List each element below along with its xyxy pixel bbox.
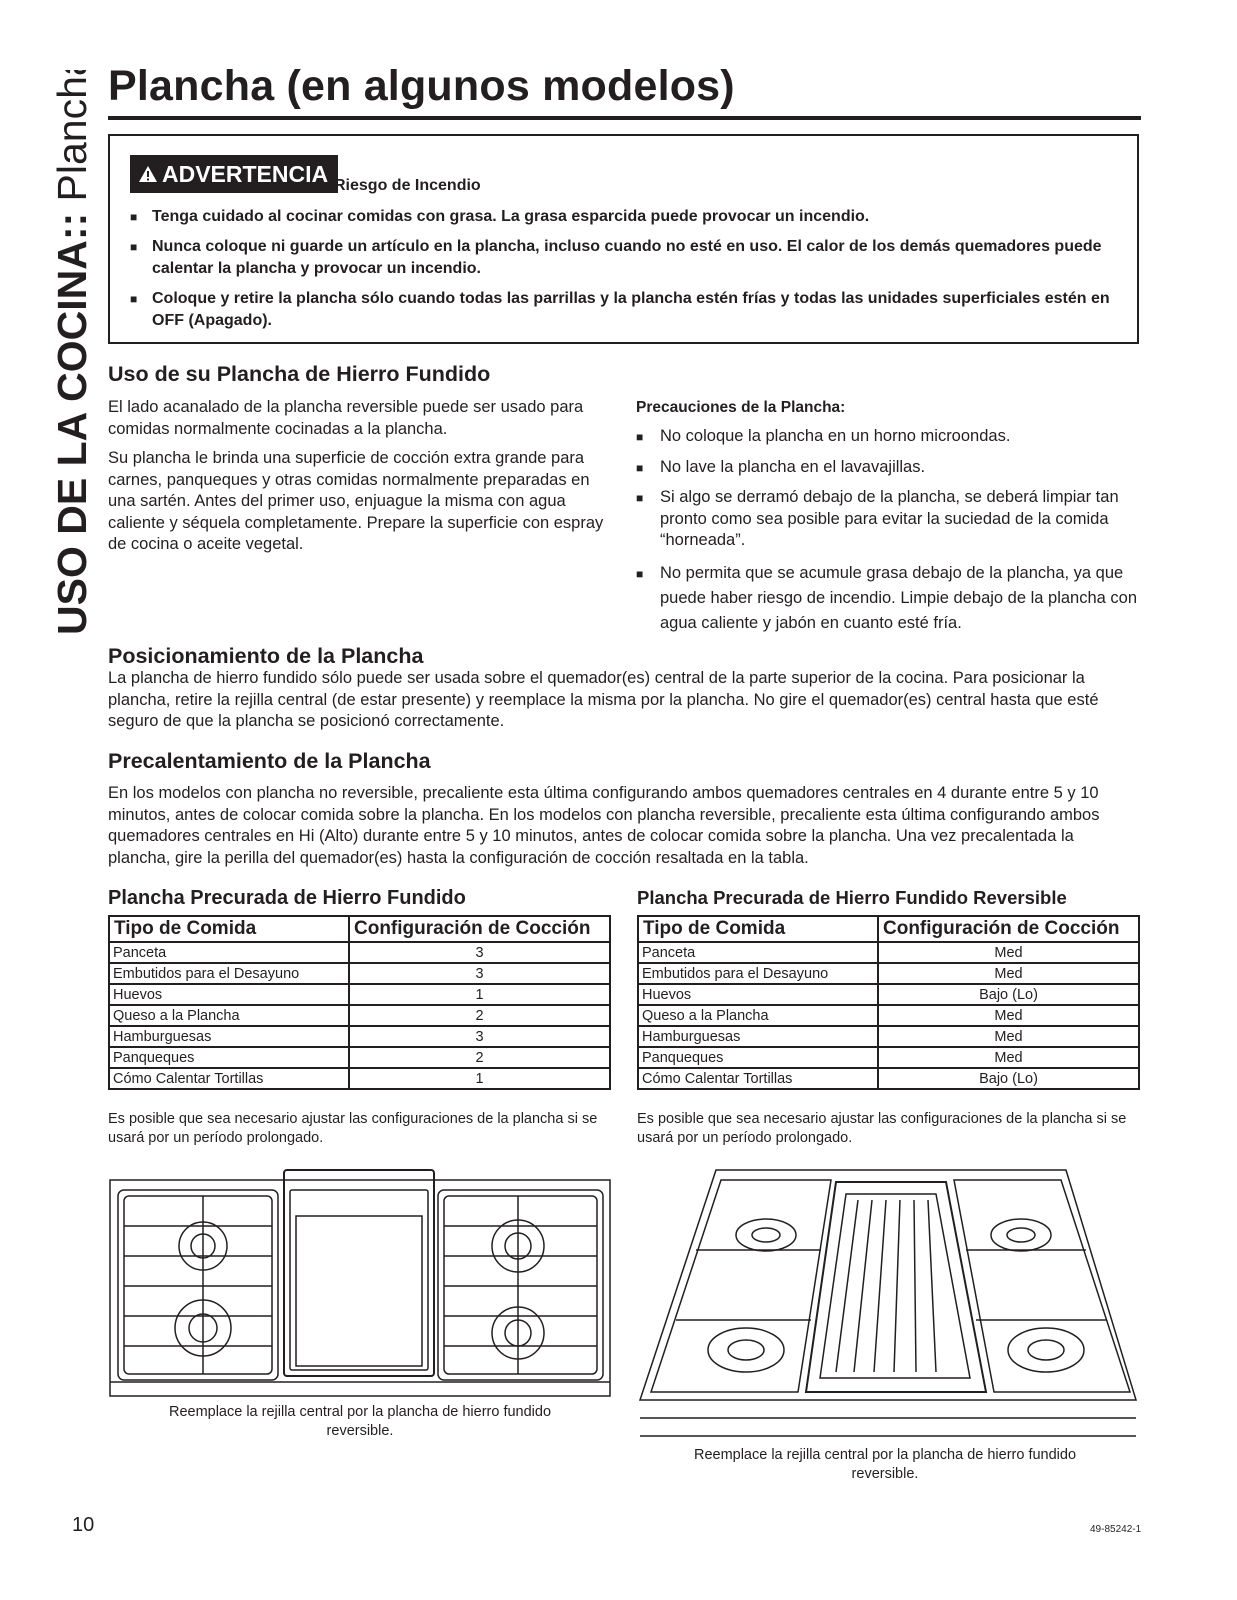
table-row [109,1047,610,1068]
setting-cell: 3 [349,942,610,963]
table-left-note: Es posible que sea necesario ajustar las configuraciones de la plancha si se usará por un período prolongado. [108,1111,598,1146]
precaucion-item: ■ No permita que se acumule grasa debajo de la plancha, ya que puede haber riesgo de incendio. Limpie debajo de la plancha con agua caliente y jabón en cuanto esté fría. [636,561,1146,636]
setting-cell: 2 [349,1005,610,1026]
side-title-light: Plancha [49,70,95,213]
table-left-title: Plancha Precurada de Hierro Fundido [108,887,466,909]
warning-triangle-icon [138,165,158,183]
setting-cell: 3 [349,963,610,984]
table-row [109,942,610,963]
svg-text:USO DE LA COCINA:: Plancha [49,70,95,635]
side-title-svg [42,70,102,640]
table-row [638,963,1139,984]
food-cell: Cómo Calentar Tortillas [109,1068,349,1089]
side-section-title [42,70,102,640]
warning-box [108,134,1139,344]
warning-badge [130,155,338,193]
uso-paragraph-2: Su plancha le brinda una superficie de cocción extra grande para carnes, panqueques y otras comidas normalmente preparadas en una sartén. Antes del primer uso, enjuague la misma con agua caliente y séquela completamente. Prepare la superficie con espray de cocina o aceite vegetal. [108,449,604,553]
precauciones-heading: Precauciones de la Plancha: [636,399,846,416]
precaucion-item: ■ Si algo se derramó debajo de la plancha, se deberá limpiar tan pronto como sea posible para evitar la suciedad de la comida “horneada”. [636,487,1146,552]
warning-subtitle: Riesgo de Incendio [334,177,481,194]
setting-cell: 1 [349,984,610,1005]
table-row [638,942,1139,963]
food-cell: Panceta [109,942,349,963]
figure-right-caption: Reemplace la rejilla central por la plancha de hierro fundido reversible. [693,1447,1077,1482]
figure-left-caption: Reemplace la rejilla central por la plancha de hierro fundido reversible. [168,1404,552,1439]
setting-cell: 2 [349,1047,610,1068]
setting-cell: Med [878,963,1139,984]
setting-cell: Med [878,1047,1139,1068]
precalentamiento-text: En los modelos con plancha no reversible, precaliente esta última configurando ambos quemadores centrales en 4 durante entre 5 y 10 minutos, antes de colocar comida sobre la plancha. En los modelos con plancha reversible, precaliente esta última configurando ambos quemadores centrales en Hi (Alto) durante entre 5 y 10 minutos, antes de colocar comida sobre la plancha. Una vez precalentada la plancha, gire la perilla del quemador(es) hasta la configuración de cocción resaltada en la tabla. [108,784,1100,867]
setting-cell: 3 [349,1026,610,1047]
table-row [638,984,1139,1005]
page-title: Plancha (en algunos modelos) [108,62,735,110]
food-cell: Panqueques [109,1047,349,1068]
table-row [638,1026,1139,1047]
setting-cell: Med [878,1026,1139,1047]
table-row [109,963,610,984]
table-right-header-setting: Configuración de Cocción [878,916,1139,942]
precauciones-list [636,426,1146,645]
food-cell: Panceta [638,942,878,963]
cooktop-perspective-illustration [636,1160,1140,1440]
table-row [638,1005,1139,1026]
setting-cell: Med [878,942,1139,963]
title-divider [108,116,1141,120]
side-title-bold: USO DE LA COCINA:: [49,212,95,635]
setting-cell: Med [878,1005,1139,1026]
table-row [109,1005,610,1026]
warning-item: ■ Nunca coloque ni guarde un artículo en la plancha, incluso cuando no esté en uso. El calor de los demás quemadores puede calentar la plancha y provocar un incendio. [130,236,1120,280]
table-row [638,1047,1139,1068]
setting-cell: 1 [349,1068,610,1089]
warning-item: ■ Tenga cuidado al cocinar comidas con grasa. La grasa esparcida puede provocar un incendio. [130,206,1120,228]
cooktop-top-view-illustration [108,1168,613,1398]
warning-badge-label: ADVERTENCIA [162,160,329,187]
food-cell: Cómo Calentar Tortillas [638,1068,878,1089]
food-cell: Hamburguesas [109,1026,349,1047]
food-cell: Huevos [109,984,349,1005]
precaucion-item: ■ No coloque la plancha en un horno microondas. [636,426,1146,448]
precaucion-item: ■ No lave la plancha en el lavavajillas. [636,457,1146,479]
posicionamiento-text: La plancha de hierro fundido sólo puede ser usada sobre el quemador(es) central de la parte superior de la cocina. Para posicionar la plancha, retire la rejilla central (de estar presente) y reemplace la misma por la plancha. No gire el quemador(es) central hasta que esté seguro de que la plancha se posicionó correctamente. [108,669,1099,730]
table-row [109,1026,610,1047]
warning-list [130,206,1120,340]
table-row [638,1068,1139,1089]
table-left [108,915,611,1090]
warning-item: ■ Coloque y retire la plancha sólo cuando todas las parrillas y la plancha estén frías y todas las unidades superficiales estén en OFF (Apagado). [130,288,1120,332]
table-left-header-setting: Configuración de Cocción [349,916,610,942]
uso-paragraph-1: El lado acanalado de la plancha reversible puede ser usado para comidas normalmente cocinadas a la plancha. [108,398,584,438]
page-number: 10 [72,1514,95,1536]
table-right-note: Es posible que sea necesario ajustar las configuraciones de la plancha si se usará por un período prolongado. [637,1111,1127,1146]
table-right [637,915,1140,1090]
table-row [109,1068,610,1089]
food-cell: Embutidos para el Desayuno [638,963,878,984]
table-left-header-food: Tipo de Comida [109,916,349,942]
food-cell: Queso a la Plancha [109,1005,349,1026]
table-right-title: Plancha Precurada de Hierro Fundido Reversible [637,887,1067,908]
food-cell: Embutidos para el Desayuno [109,963,349,984]
posicionamiento-heading: Posicionamiento de la Plancha [108,644,424,668]
food-cell: Panqueques [638,1047,878,1068]
table-row [109,984,610,1005]
precalentamiento-heading: Precalentamiento de la Plancha [108,749,431,773]
setting-cell: Bajo (Lo) [878,984,1139,1005]
food-cell: Huevos [638,984,878,1005]
setting-cell: Bajo (Lo) [878,1068,1139,1089]
document-number: 49-85242-1 [1090,1524,1142,1535]
uso-heading: Uso de su Plancha de Hierro Fundido [108,362,491,386]
food-cell: Queso a la Plancha [638,1005,878,1026]
table-right-header-food: Tipo de Comida [638,916,878,942]
food-cell: Hamburguesas [638,1026,878,1047]
